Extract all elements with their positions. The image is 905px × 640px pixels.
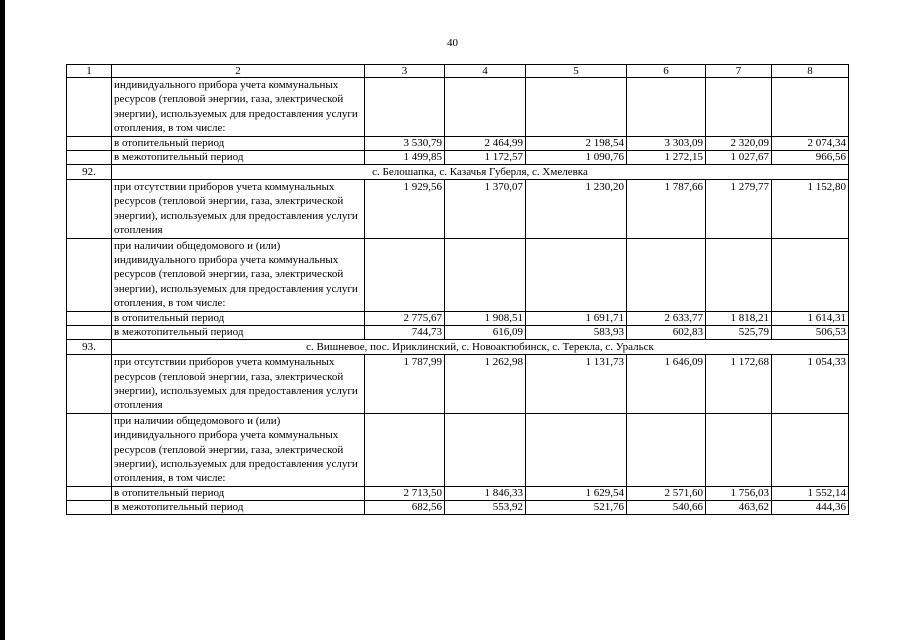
value-cell: [445, 78, 526, 137]
value-cell: 1 090,76: [526, 150, 627, 164]
index-cell: [67, 150, 112, 164]
row-label: в отопительный период: [112, 311, 365, 325]
column-header: 3: [365, 65, 445, 78]
tariff-table: [66, 64, 849, 515]
value-cell: [526, 238, 627, 311]
value-cell: 602,83: [627, 325, 706, 339]
section-title: с. Вишневое, пос. Ириклинский, с. Новоактюбинск, с. Терекла, с. Уральск: [112, 339, 849, 354]
period-row: [67, 325, 849, 339]
description-row: [67, 238, 849, 311]
value-cell: 1 787,66: [627, 180, 706, 239]
value-cell: [627, 78, 706, 137]
value-cell: 1 279,77: [706, 180, 772, 239]
value-cell: 2 633,77: [627, 311, 706, 325]
period-row: [67, 136, 849, 150]
value-cell: 1 646,09: [627, 355, 706, 414]
value-cell: 2 198,54: [526, 136, 627, 150]
value-cell: 1 691,71: [526, 311, 627, 325]
value-cell: [526, 78, 627, 137]
section-number: 93.: [67, 339, 112, 354]
value-cell: 1 272,15: [627, 150, 706, 164]
value-cell: [772, 78, 849, 137]
value-cell: 1 552,14: [772, 486, 849, 500]
value-cell: 1 152,80: [772, 180, 849, 239]
value-cell: 1 629,54: [526, 486, 627, 500]
period-row: [67, 500, 849, 514]
value-cell: 583,93: [526, 325, 627, 339]
value-cell: 616,09: [445, 325, 526, 339]
value-cell: 1 054,33: [772, 355, 849, 414]
value-cell: [445, 238, 526, 311]
column-header: 7: [706, 65, 772, 78]
section-title: с. Белошапка, с. Казачья Губерля, с. Хмелевка: [112, 164, 849, 179]
settlement-section-row: [67, 164, 849, 179]
value-cell: 553,92: [445, 500, 526, 514]
column-header: 4: [445, 65, 526, 78]
period-row: [67, 150, 849, 164]
value-cell: 444,36: [772, 500, 849, 514]
column-header: 1: [67, 65, 112, 78]
description-row: [67, 78, 849, 137]
value-cell: 744,73: [365, 325, 445, 339]
column-header: 8: [772, 65, 849, 78]
value-cell: [365, 413, 445, 486]
value-cell: 540,66: [627, 500, 706, 514]
value-cell: 506,53: [772, 325, 849, 339]
row-label: при наличии общедомового и (или) индивидуального прибора учета коммунальных ресурсов (тепловой энергии, газа, электрической энергии), используемых для предоставления услуги отопления, в том числе:: [112, 238, 365, 311]
index-cell: [67, 325, 112, 339]
value-cell: 1 908,51: [445, 311, 526, 325]
value-cell: 463,62: [706, 500, 772, 514]
value-cell: [627, 238, 706, 311]
row-label: при наличии общедомового и (или) индивидуального прибора учета коммунальных ресурсов (тепловой энергии, газа, электрической энергии), используемых для предоставления услуги отопления, в том числе:: [112, 413, 365, 486]
value-cell: 525,79: [706, 325, 772, 339]
value-cell: [706, 238, 772, 311]
description-row: [67, 180, 849, 239]
index-cell: [67, 486, 112, 500]
index-cell: [67, 136, 112, 150]
value-cell: 3 530,79: [365, 136, 445, 150]
table-body: [67, 78, 849, 515]
row-label: в отопительный период: [112, 486, 365, 500]
row-label: при отсутствии приборов учета коммунальных ресурсов (тепловой энергии, газа, электрической энергии), используемых для предоставления услуги отопления: [112, 355, 365, 414]
column-header: 6: [627, 65, 706, 78]
index-cell: [67, 238, 112, 311]
value-cell: [365, 78, 445, 137]
value-cell: 2 713,50: [365, 486, 445, 500]
value-cell: 1 614,31: [772, 311, 849, 325]
index-cell: [67, 500, 112, 514]
value-cell: 1 262,98: [445, 355, 526, 414]
value-cell: 2 464,99: [445, 136, 526, 150]
column-number-row: [67, 65, 849, 78]
section-number: 92.: [67, 164, 112, 179]
value-cell: [526, 413, 627, 486]
column-header: 5: [526, 65, 627, 78]
value-cell: 1 172,57: [445, 150, 526, 164]
value-cell: [772, 413, 849, 486]
value-cell: 3 303,09: [627, 136, 706, 150]
description-row: [67, 413, 849, 486]
value-cell: [627, 413, 706, 486]
value-cell: 1 818,21: [706, 311, 772, 325]
page-number: 40: [447, 37, 458, 49]
value-cell: 1 499,85: [365, 150, 445, 164]
value-cell: 1 230,20: [526, 180, 627, 239]
value-cell: 1 172,68: [706, 355, 772, 414]
index-cell: [67, 355, 112, 414]
value-cell: [365, 238, 445, 311]
column-header: 2: [112, 65, 365, 78]
value-cell: 1 756,03: [706, 486, 772, 500]
period-row: [67, 311, 849, 325]
index-cell: [67, 311, 112, 325]
value-cell: 2 074,34: [772, 136, 849, 150]
row-label: в межотопительный период: [112, 325, 365, 339]
index-cell: [67, 78, 112, 137]
value-cell: 1 846,33: [445, 486, 526, 500]
value-cell: [772, 238, 849, 311]
value-cell: 682,56: [365, 500, 445, 514]
row-label: индивидуального прибора учета коммунальных ресурсов (тепловой энергии, газа, электрической энергии), используемых для предоставления услуги отопления, в том числе:: [112, 78, 365, 137]
value-cell: 2 775,67: [365, 311, 445, 325]
value-cell: [706, 413, 772, 486]
row-label: при отсутствии приборов учета коммунальных ресурсов (тепловой энергии, газа, электрической энергии), используемых для предоставления услуги отопления: [112, 180, 365, 239]
index-cell: [67, 180, 112, 239]
row-label: в межотопительный период: [112, 500, 365, 514]
scan-edge-bar: [0, 0, 5, 640]
value-cell: 1 131,73: [526, 355, 627, 414]
value-cell: 1 787,99: [365, 355, 445, 414]
settlement-section-row: [67, 339, 849, 354]
value-cell: 2 320,09: [706, 136, 772, 150]
description-row: [67, 355, 849, 414]
value-cell: 966,56: [772, 150, 849, 164]
value-cell: 1 370,07: [445, 180, 526, 239]
period-row: [67, 486, 849, 500]
index-cell: [67, 413, 112, 486]
value-cell: 2 571,60: [627, 486, 706, 500]
row-label: в межотопительный период: [112, 150, 365, 164]
value-cell: 1 929,56: [365, 180, 445, 239]
value-cell: [706, 78, 772, 137]
row-label: в отопительный период: [112, 136, 365, 150]
value-cell: [445, 413, 526, 486]
value-cell: 521,76: [526, 500, 627, 514]
value-cell: 1 027,67: [706, 150, 772, 164]
